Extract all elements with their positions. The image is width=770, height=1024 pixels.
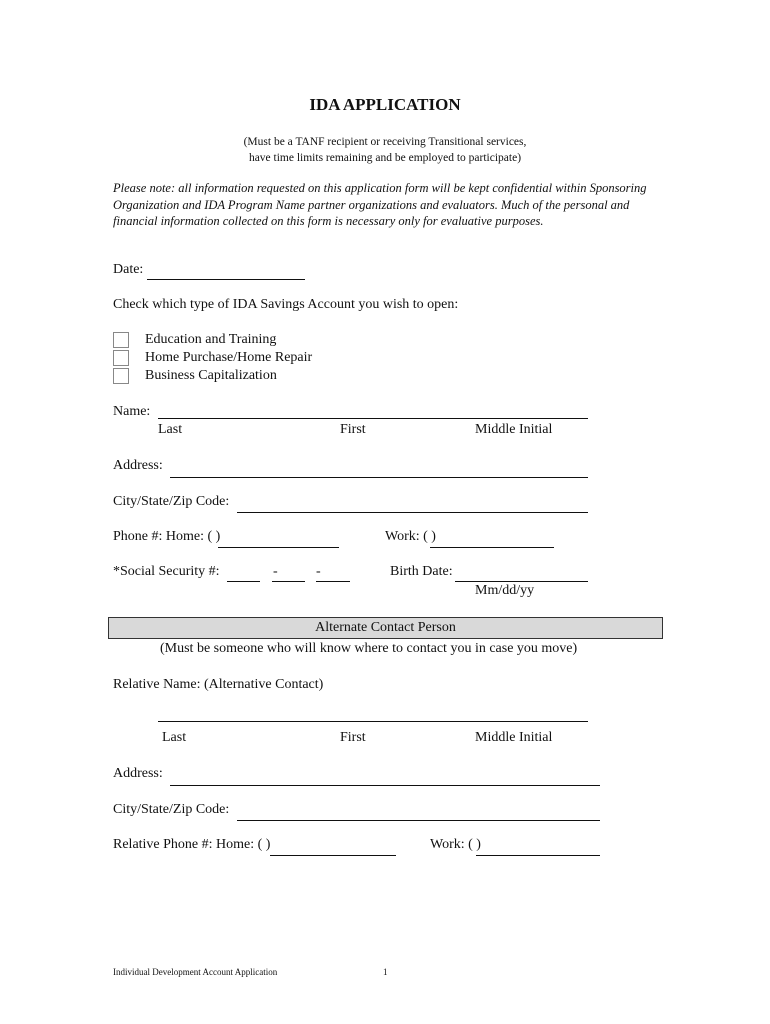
work-phone-label: Work: ( ) bbox=[385, 529, 436, 544]
home-phone-field[interactable] bbox=[218, 547, 339, 548]
city-state-zip-field[interactable] bbox=[237, 512, 588, 513]
birth-date-label: Birth Date: bbox=[390, 564, 453, 579]
option-business-label: Business Capitalization bbox=[145, 368, 277, 383]
relative-address-field[interactable] bbox=[170, 785, 600, 786]
relative-home-phone-field[interactable] bbox=[270, 855, 396, 856]
relative-middle-caption: Middle Initial bbox=[475, 730, 553, 745]
subtitle-line1: (Must be a TANF recipient or receiving Transitional services, bbox=[243, 136, 527, 148]
ssn-part2-field[interactable] bbox=[272, 581, 305, 582]
name-field[interactable] bbox=[158, 418, 588, 419]
name-first-caption: First bbox=[340, 422, 366, 437]
relative-home-phone-label: Relative Phone #: Home: ( ) bbox=[113, 837, 271, 852]
date-field[interactable] bbox=[147, 279, 305, 280]
address-field[interactable] bbox=[170, 477, 588, 478]
relative-city-state-zip-field[interactable] bbox=[237, 820, 600, 821]
confidentiality-note: Please note: all information requested on this application form will be kept confidential within Sponsoring Organization and IDA Program Name partner organizations and evaluators. Much of the personal and financial information collected on this form is necessary only for evaluative purposes. bbox=[113, 181, 647, 228]
city-state-zip-label: City/State/Zip Code: bbox=[113, 494, 230, 509]
account-type-question: Check which type of IDA Savings Account you wish to open: bbox=[113, 297, 459, 312]
checkbox-education[interactable] bbox=[113, 332, 129, 348]
ssn-part3-field[interactable] bbox=[316, 581, 350, 582]
relative-last-caption: Last bbox=[162, 730, 187, 745]
subtitle-line2: have time limits remaining and be employed to participate) bbox=[248, 152, 522, 164]
relative-address-label: Address: bbox=[113, 766, 163, 781]
name-last-caption: Last bbox=[158, 422, 183, 437]
alternate-contact-heading: Alternate Contact Person bbox=[108, 617, 663, 639]
option-education-label: Education and Training bbox=[145, 332, 277, 347]
checkbox-home-purchase[interactable] bbox=[113, 350, 129, 366]
page-title: IDA APPLICATION bbox=[309, 95, 461, 114]
ssn-separator-2: - bbox=[316, 564, 321, 579]
relative-city-state-zip-label: City/State/Zip Code: bbox=[113, 802, 230, 817]
ssn-label: *Social Security #: bbox=[113, 564, 220, 579]
footer-document-name: Individual Development Account Application bbox=[113, 967, 278, 977]
relative-name-field[interactable] bbox=[158, 721, 588, 722]
relative-work-phone-label: Work: ( ) bbox=[430, 837, 481, 852]
relative-name-label: Relative Name: (Alternative Contact) bbox=[113, 677, 324, 692]
ssn-separator-1: - bbox=[273, 564, 278, 579]
home-phone-label: Phone #: Home: ( ) bbox=[113, 529, 221, 544]
relative-work-phone-field[interactable] bbox=[476, 855, 600, 856]
checkbox-business[interactable] bbox=[113, 368, 129, 384]
address-label: Address: bbox=[113, 458, 163, 473]
date-label: Date: bbox=[113, 262, 144, 277]
birth-date-format: Mm/dd/yy bbox=[475, 583, 535, 598]
work-phone-field[interactable] bbox=[430, 547, 554, 548]
ssn-part1-field[interactable] bbox=[227, 581, 260, 582]
name-middle-caption: Middle Initial bbox=[475, 422, 553, 437]
option-home-purchase-label: Home Purchase/Home Repair bbox=[145, 350, 313, 365]
birth-date-field[interactable] bbox=[455, 581, 588, 582]
footer-page-number: 1 bbox=[383, 967, 388, 977]
alternate-contact-subheading: (Must be someone who will know where to contact you in case you move) bbox=[160, 641, 578, 656]
relative-first-caption: First bbox=[340, 730, 366, 745]
name-label: Name: bbox=[113, 404, 151, 419]
